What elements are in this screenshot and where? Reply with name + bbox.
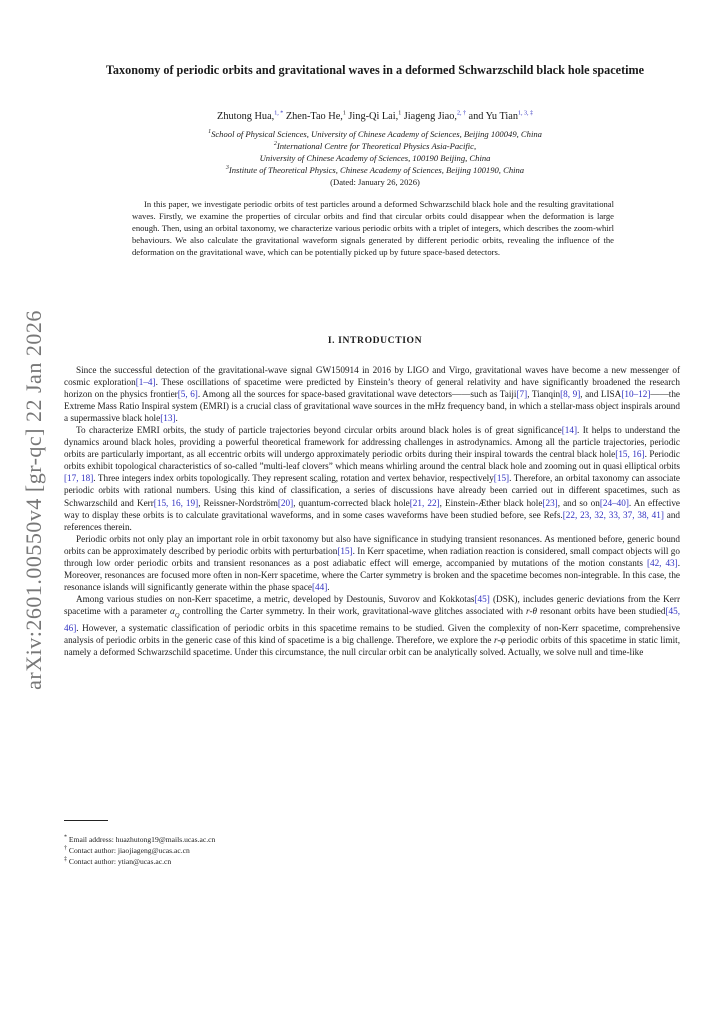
citation: [15] [337,545,353,556]
text-run: . Periodic orbits exhibit topological characteristics of so-called ”multi-leaf clovers” which means whirling around the central black hole and zooming out in quasi elliptical orbits [64,449,680,472]
affiliation-text: Institute of Theoretical Physics, Chinese Academy of Sciences, Beijing 100190, China [228,165,525,175]
footnote-text: Email address: huazhutong19@mails.ucas.ac.cn [68,835,216,844]
abstract [132,198,614,258]
citation: [17, 18] [64,473,94,484]
math-symbol: α [170,605,175,616]
text-run: and references therein. [64,509,681,532]
text-run: resonant orbits have been studied [537,605,666,616]
text-run: Periodic orbits not only play an important role in orbit taxonomy but also have significance in studying transient resonances. As mentioned before, generic bound orbits can be approximately described by periodic orbits with perturbation [64,533,680,556]
author-affiliation-mark: 1 [342,110,346,117]
footnote-text: Contact author: ytian@ucas.ac.cn [68,857,172,866]
affiliation-line [80,128,670,140]
body-paragraph [64,364,680,424]
citation: [14] [561,425,578,436]
citation: [22, 23, 32, 33, 37, 38, 41] [562,509,664,520]
text-run: . It helps to understand the dynamics around black holes, providing a powerful theoretical framework for addressing challenges in astrodynamics. Among all the particle trajectories, periodic orbits are particularly important, as all eccentric orbits will undergo approximately periodic orbits during their inspiral towards the central black hole [64,425,680,460]
affiliation-mark: 2 [273,141,277,148]
author-name: Zhen-Tao He, [285,111,343,122]
body-paragraph [64,593,680,658]
footnote [64,834,664,845]
text-run: Since the successful detection of the gravitational-wave signal GW150914 in 2016 by LIGO and Virgo, gravitational waves have become a new messenger of cosmic exploration [64,365,680,388]
footnote-rule [64,820,108,821]
text-run: . An effective way to display these orbits is to calculate gravitational waveforms, and in some cases waveforms have been studied before, see Refs. [64,497,681,520]
citation: [13] [160,413,176,424]
math-symbol: r-φ [493,634,506,645]
author-affiliation-mark: 1, 3, ‡ [517,110,533,117]
arxiv-identifier: arXiv:2601.00550v4 [gr-qc] 22 Jan 2026 [21,310,47,690]
citation: [15, 16] [615,449,645,460]
body-text [64,364,680,658]
citation: [7] [516,389,528,400]
text-run: To characterize EMRI orbits, the study of particle trajectories beyond circular orbits around black holes is of great significance [76,425,562,436]
body-paragraph [64,533,680,593]
text-run: periodic orbits of this spacetime in static limit, namely a deformed Schwarzschild spacetime. Under this circumstance, the null circular orbit can be analytically solved. Actually, we solve null and time-like [64,634,680,657]
affiliation-mark: 3 [225,165,229,172]
author-list [80,111,670,122]
citation: [20] [277,497,294,508]
text-run: . Therefore, an orbital taxonomy can associate periodic orbits with rational numbers. Using this kind of classification, a series of discussions have already been carried out in different spacetimes, such as Schwarzschild and Kerr [64,473,681,508]
citation: [45] [474,593,490,604]
footnote-mark: * [64,834,67,841]
author-name: Jiageng Jiao, [403,111,457,122]
text-run: . Three integers index orbits topologically. They represent scaling, rotation and vertex behavior, respectively [93,473,494,484]
text-run: Among various studies on non-Kerr spacetime, a metric, developed by Destounis, Suvorov and Kokkotas [76,593,475,604]
citation: [15] [493,473,510,484]
footnote-mark: † [64,845,67,852]
citation: [15, 16, 19] [153,497,199,508]
arxiv-sidebar-stamp [14,300,54,700]
affiliation-line [80,164,670,176]
citation: [44] [311,581,328,592]
text-run: , and so on [557,497,600,508]
footnote-mark: ‡ [64,856,67,863]
body-paragraph [64,424,680,532]
affiliation-lines [80,128,670,176]
citation: [24–40] [599,497,629,508]
math-symbol: r-θ [526,605,538,616]
text-run: . Among all the sources for space-based gravitational wave detectors——such as Taiji [197,389,517,400]
affiliation-text: University of Chinese Academy of Sciences, 100190 Beijing, China [259,153,491,163]
text-run: . These oscillations of spacetime were predicted by Einstein’s theory of general relativity and have significantly broadened the research horizon on the physics frontier [64,377,680,400]
text-run: controlling the Carter symmetry. In their work, gravitational-wave glitches associated with [179,605,527,616]
text-run: , Reissner-Nordström [198,497,278,508]
footnote [64,856,664,867]
date-line: (Dated: January 26, 2026) [330,177,420,187]
citation: [1–4] [135,377,156,388]
citation: [8, 9] [560,389,581,400]
text-run: . [327,581,330,592]
author-name: Yu Tian [485,111,518,122]
author-name: Jing-Qi Lai, [348,111,399,122]
text-run: . However, a systematic classification of periodic orbits in this spacetime remains to be studied. Given the complexity of non-Kerr spacetime, comprehensive analysis of periodic orbits in the generic case of this kind of spacetime is a big challenge. Therefore, we explore the [64,622,680,645]
paper-title: Taxonomy of periodic orbits and gravitational waves in a deformed Schwarzschild black hole spacetime [105,63,645,77]
footnote [64,845,664,856]
author-affiliation-mark: 1 [398,110,402,117]
affiliation-line [80,140,670,152]
citation: [45, 46] [64,605,680,633]
affiliation-text: School of Physical Sciences, University of Chinese Academy of Sciences, Beijing 100049, China [211,129,542,139]
affiliations-block [80,128,670,188]
footnotes [64,834,664,867]
citation: [10–12] [621,389,651,400]
citation: [23] [542,497,558,508]
abstract-text: In this paper, we investigate periodic orbits of test particles around a deformed Schwarzschild black hole and the resulting gravitational waves. Firstly, we examine the properties of circular orbits and find that circular orbits could disappear when the deformation is large enough. Then, using an orbital taxonomy, we characterize various periodic orbits with a triplet of integers, which describes the zoom-whirl behaviours. We also calculate the gravitational waveform signals generated by different periodic orbits, revealing the influence of the deformation on the gravitational wave, which can be potentially picked up by future space-based detectors. [132,199,614,257]
text-run: . In Kerr spacetime, when radiation reaction is considered, small compact objects will go through low order periodic orbits and transient resonances as a post adiabatic effect will emerge, accompanied by mutations of the motion constants [64,545,680,568]
affiliation-line [80,152,670,164]
affiliation-mark: 1 [208,129,212,136]
author-affiliation-mark: 1, * [274,110,284,117]
citation: [42, 43] [646,557,678,568]
author-name: Zhutong Hua, [217,111,275,122]
citation: [5, 6] [177,389,198,400]
citation: [21, 22] [409,497,440,508]
footnote-text: Contact author: jiaojiageng@ucas.ac.cn [68,846,190,855]
text-run: . [175,413,178,424]
text-run: ——the Extreme Mass Ratio Inspiral system (EMRI) is a crucial class of gravitational wave sources in the mHz frequency band, in which a stellar-mass object inspirals around a supermassive black hole [64,389,681,424]
text-run: . Moreover, resonances are focused more often in non-Kerr spacetime, where the Carter symmetry is broken and the spacetime becomes non-integrable. In this case, the resonance islands will significantly generate within the phase space [64,557,681,592]
affiliation-text: International Centre for Theoretical Physics Asia-Pacific, [276,141,477,151]
text-run: , and LISA [580,389,622,400]
text-run: , Einstein-Æther black hole [439,497,543,508]
section-heading: I. INTRODUCTION [327,335,423,346]
text-run: (DSK), includes generic deviations from the Kerr spacetime with a parameter [64,593,680,616]
text-run: , Tianqin [527,389,561,400]
math-subscript: Q [174,611,180,619]
author-affiliation-mark: 2, † [456,110,466,117]
author-conjunction: and [468,111,484,122]
text-run: , quantum-corrected black hole [293,497,410,508]
